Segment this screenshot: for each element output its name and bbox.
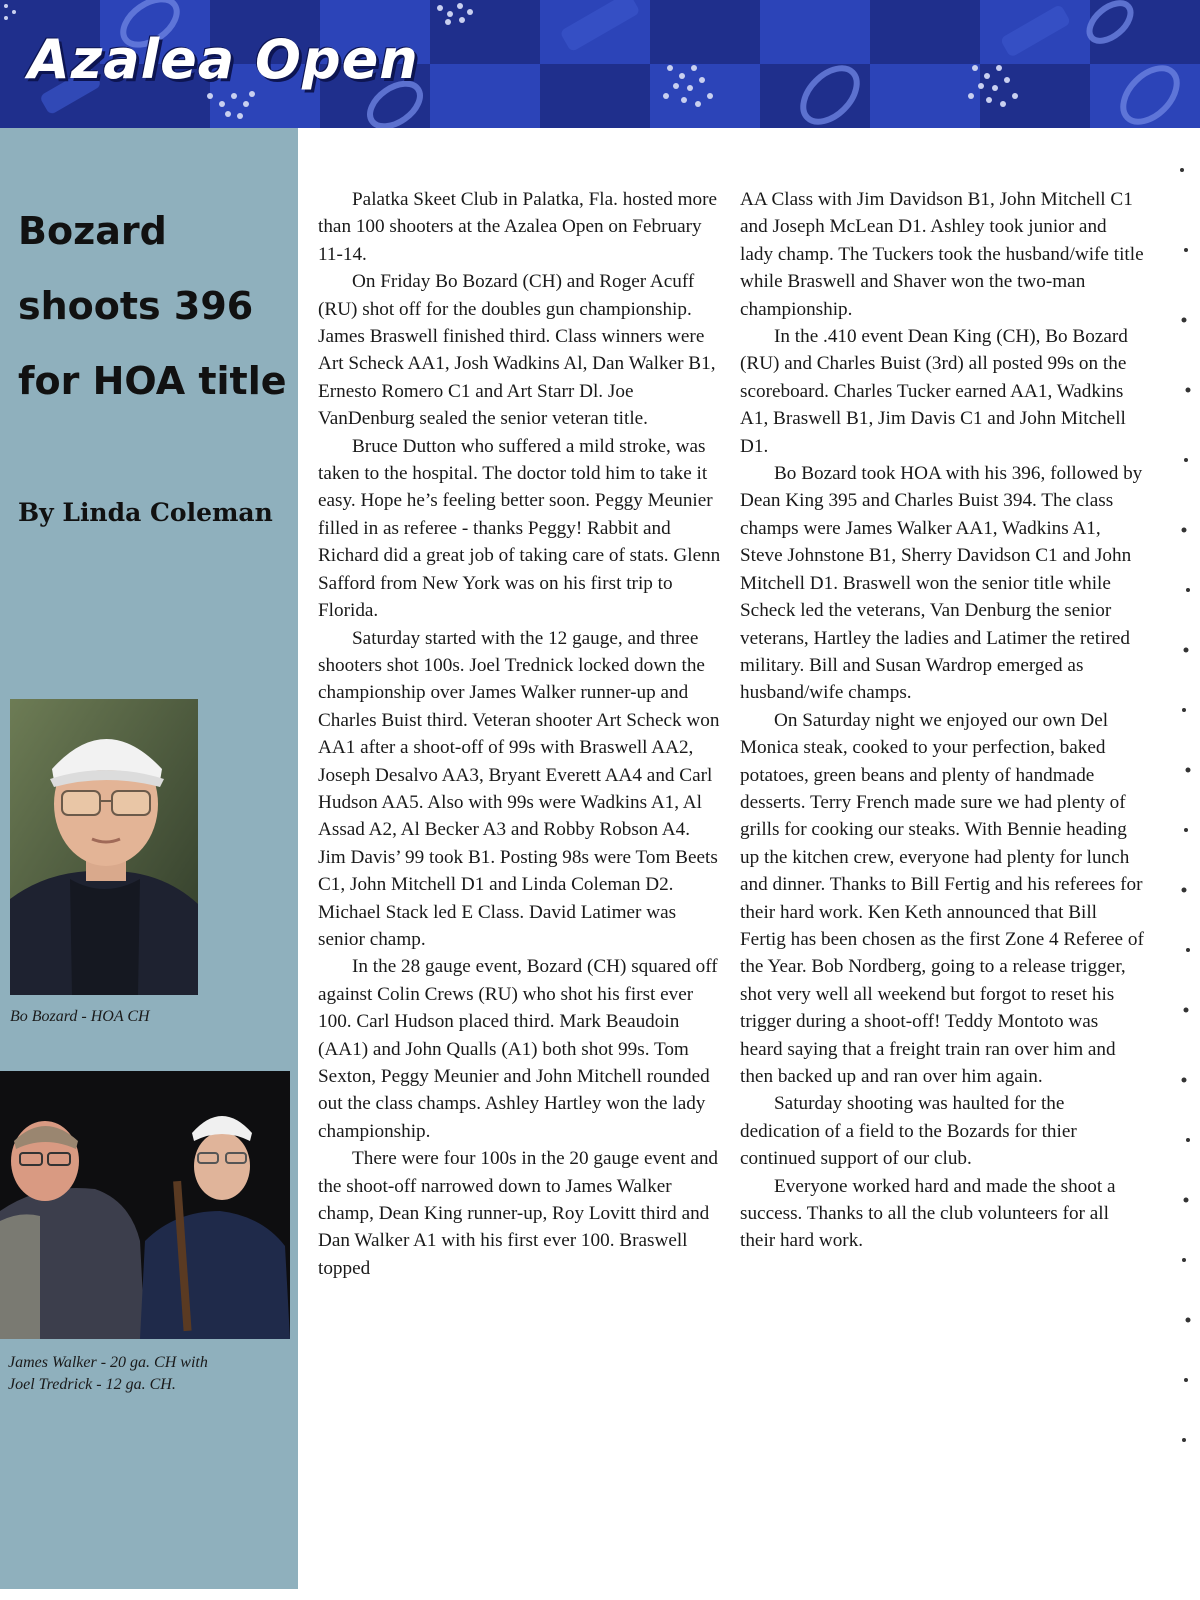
article-headline: Bozard shoots 396 for HOA title — [18, 209, 287, 403]
article-column-2 — [740, 186, 1144, 1255]
photo-bo-bozard — [10, 699, 198, 995]
photo1-caption: Bo Bozard - HOA CH — [10, 1008, 150, 1025]
photo2-caption — [8, 1352, 208, 1396]
paragraph: On Saturday night we enjoyed our own Del Monica steak, cooked to your perfection, baked potatoes, green beans and plenty of handmade desserts. Terry French made sure we had plenty of grills for cooking our steaks. With Bennie heading up the kitchen crew, everyone had plenty for lunch and dinner. Thanks to Bill Fertig and his referees for their hard work. Ken Keth announced that Bill Fertig has been chosen as the first Zone 4 Referee of the Year. Bob Nordberg, going to a release trigger, shot very well all weekend but forgot to reset his trigger during a shoot-off! Teddy Montoto was heard saying that a freight train ran over him and then backed up and ran over him again. — [740, 709, 1144, 1087]
paragraph: Everyone worked hard and made the shoot a success. Thanks to all the club volunteers for all their hard work. — [740, 1175, 1116, 1252]
paragraph: In the .410 event Dean King (CH), Bo Bozard (RU) and Charles Buist (3rd) all posted 99s on the scoreboard. Charles Tucker earned AA1, Wadkins A1, Braswell B1, Jim Davis C1 and John Mitchell D1. — [740, 326, 1128, 457]
paragraph: Saturday shooting was haulted for the dedication of a field to the Bozards for thier continued support of our club. — [740, 1093, 1077, 1170]
paragraph: Palatka Skeet Club in Palatka, Fla. hosted more than 100 shooters at the Azalea Open on February 11-14. — [318, 189, 718, 265]
paragraph: There were four 100s in the 20 gauge event and the shoot-off narrowed down to James Walker champ, Dean King runner-up, Roy Lovitt third and Dan Walker A1 with his first ever 100. Braswell topped — [318, 1148, 719, 1279]
paragraph: Saturday started with the 12 gauge, and three shooters shot 100s. Joel Trednick locked down the championship over James Walker runner-up and Charles Buist third. Veteran shooter Art Scheck won AA1 after a shoot-off of 99s with Braswell AA2, Joseph Desalvo AA3, Bryant Everett AA4 and Carl Hudson AA5. Also with 99s were Wadkins A1, Al Assad A2, Al Becker A3 and Robby Robson A4. Jim Davis’ 99 took B1. Posting 98s were Tom Beets C1, John Mitchell D1 and Linda Coleman D2. Michael Stack led E Class. David Latimer was senior champ. — [318, 627, 720, 950]
paragraph: In the 28 gauge event, Bozard (CH) squared off against Colin Crews (RU) who shot his first ever 100. Carl Hudson placed third. Mark Beaudoin (AA1) and John Qualls (A1) both shot 99s. Tom Sexton, Peggy Meunier and John Mitchell rounded out the class champs. Ashley Hartley won the lady championship. — [318, 956, 718, 1142]
banner-title: Azalea Open — [28, 28, 419, 91]
photo-walker-tredrick — [0, 1071, 290, 1339]
photo2-caption-line1: James Walker - 20 ga. CH with — [8, 1354, 208, 1371]
byline: By Linda Coleman — [18, 498, 273, 527]
sidebar — [0, 128, 298, 1589]
edge-marks — [1168, 150, 1198, 1600]
paragraph: On Friday Bo Bozard (CH) and Roger Acuff (RU) shot off for the doubles gun championship. James Braswell finished third. Class winners were Art Scheck AA1, Josh Wadkins Al, Dan Walker B1, Ernesto Romero C1 and Art Starr Dl. Joe VanDenburg sealed the senior veteran title. — [318, 271, 716, 430]
header-banner — [0, 0, 1200, 128]
portrait-illustration — [10, 699, 198, 995]
paragraph: Bo Bozard took HOA with his 396, followed by Dean King 395 and Charles Buist 394. The class champs were James Walker AA1, Wadkins A1, Steve Johnstone B1, Sherry Davidson C1 and John Mitchell D1. Braswell won the senior title while Scheck led the veterans, Van Denburg the senior veterans, Hartley the ladies and Latimer the retired military. Bill and Susan Wardrop emerged as husband/wife champs. — [740, 463, 1143, 704]
group-photo-illustration — [0, 1071, 290, 1339]
photo2-caption-line2: Joel Tredrick - 12 ga. CH. — [8, 1376, 176, 1393]
paragraph: Bruce Dutton who suffered a mild stroke, was taken to the hospital. The doctor told him to take it easy. Hope he’s feeling better soon. Peggy Meunier filled in as referee - thanks Peggy! Rabbit and Richard did a great job of taking care of stats. Glenn Safford from New York was on his first trip to Florida. — [318, 435, 721, 622]
paragraph-continued: AA Class with Jim Davidson B1, John Mitchell C1 and Joseph McLean D1. Ashley took junior and lady champ. The Tuckers took the husband/wife title while Braswell and Shaver won the two-man championship. — [740, 189, 1144, 320]
article-column-1 — [318, 186, 722, 1282]
